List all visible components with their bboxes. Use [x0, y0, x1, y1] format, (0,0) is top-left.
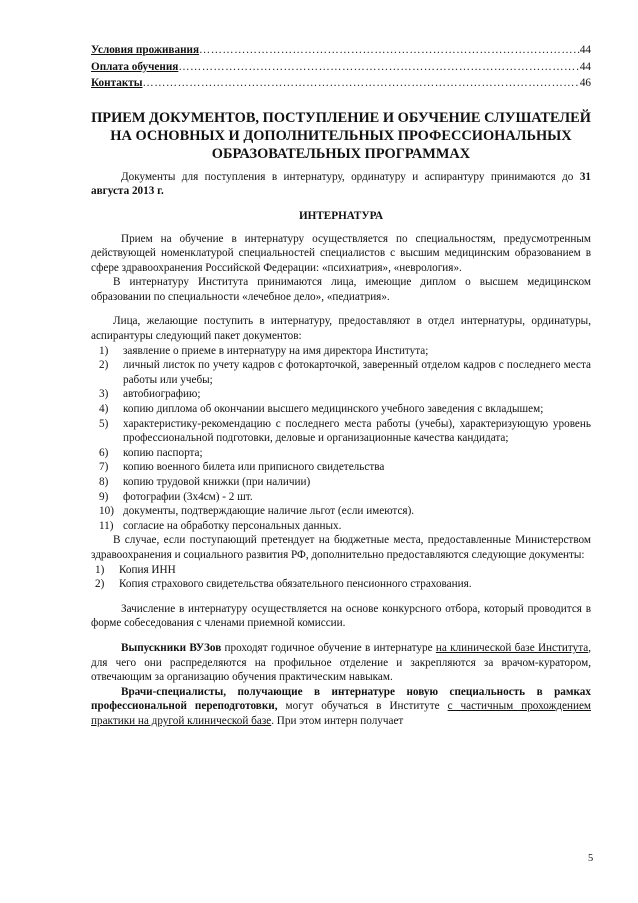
list-item: 2) Копия страхового свидетельства обязательного пенсионного страхования.: [95, 578, 472, 591]
list-item: 10) документы, подтверждающие наличие льгот (если имеются).: [99, 505, 415, 518]
specialists-paragraph: Врачи-специалисты, получающие в интернатуре новую специальность в рамках профессиональной переподготовки, могут обучаться в Институте с частичным прохождением практики на другой клинической базе. При этом интерн получает: [91, 685, 591, 727]
list-item: 6) копию паспорта;: [99, 446, 203, 459]
list-item: 8) копию трудовой книжки (при наличии): [99, 476, 311, 488]
documents-list: [91, 344, 591, 534]
document-page: [91, 43, 591, 729]
deadline-paragraph: [91, 170, 591, 199]
list-item: 7) копию военного билета или приписного свидетельства: [99, 461, 385, 474]
budget-paragraph: В случае, если поступающий претендует на бюджетные места, предоставленные Министерством здравоохранения и социального развития РФ, дополнительно предоставляются следующие документы:: [91, 534, 591, 561]
section-title: ИНТЕРНАТУРА: [298, 209, 384, 222]
table-of-contents: [91, 43, 591, 93]
list-item: 9) фотографии (3х4см) - 2 шт.: [99, 490, 253, 503]
toc-item[interactable]: [91, 76, 591, 93]
list-item: 3) автобиографию;: [99, 388, 201, 401]
list-item: 11) согласие на обработку персональных данных.: [99, 519, 342, 532]
enrollment-paragraph: Зачисление в интернатуру осуществляется на основе конкурсного отбора, который проводится в форме собеседования с членами приемной комиссии.: [91, 602, 591, 630]
eligibility-paragraph: В интернатуру Института принимаются лица, имеющие диплом о высшем медицинском образовании по специальности «лечебное дело», «педиатрия».: [91, 276, 591, 303]
admission-paragraph: Прием на обучение в интернатуру осуществляется по специальностям, предусмотренным действующей номенклатурой специальностей специалистов с высшим медицинским образованием в сфере здравоохранения Российской Федерации: «психиатрия», «неврология».: [91, 232, 591, 274]
toc-page-number: 44: [579, 44, 591, 56]
toc-item[interactable]: [91, 60, 591, 77]
package-intro: Лица, желающие поступить в интернатуру, предоставляют в отдел интернатуры, ординатуры, аспирантуры следующий пакет документов:: [91, 315, 591, 343]
list-item: 2) личный листок по учету кадров с фотокарточкой, заверенный отделом кадров с последнего места работы или учебы;: [99, 359, 591, 386]
extra-documents-list: [91, 563, 591, 592]
graduates-paragraph: Выпускники ВУЗов проходят годичное обучение в интернатуре на клинической базе Института, для чего они распределяются на профильное отделение и закрепляются за врачом-куратором, отвечающим за организацию обучения практическим навыкам.: [91, 641, 591, 684]
list-item: 4) копию диплома об окончании высшего медицинского учебного заведения с вкладышем;: [99, 403, 544, 416]
toc-item-label: Оплата обучения: [91, 60, 179, 73]
toc-item-label: Контакты: [91, 77, 143, 89]
page-heading: ПРИЕМ ДОКУМЕНТОВ, ПОСТУПЛЕНИЕ И ОБУЧЕНИЕ СЛУШАТЕЛЕЙ НА ОСНОВНЫХ И ДОПОЛНИТЕЛЬНЫХ ПРОФЕССИОНАЛЬНЫХ ОБРАЗОВАТЕЛЬНЫХ ПРОГРАММАХ: [91, 109, 591, 163]
toc-leader: [199, 43, 580, 58]
list-item: 1) Копия ИНН: [95, 563, 176, 576]
list-item: 1) заявление о приеме в интернатуру на имя директора Института;: [99, 344, 429, 357]
list-item: 5) характеристику-рекомендацию с последнего места работы (учебы), характеризующую уровень профессиональной подготовки, деловые и организационные качества кандидата;: [99, 417, 591, 445]
deadline-date: 31 августа 2013 г.: [91, 170, 591, 198]
toc-page-number: 44: [579, 60, 591, 73]
page-number: 5: [588, 853, 594, 864]
toc-item[interactable]: [91, 43, 591, 60]
toc-leader: [143, 76, 580, 91]
deadline-text: Документы для поступления в интернатуру, ординатуру и аспирантуру принимаются до: [121, 170, 580, 183]
toc-page-number: 46: [579, 77, 591, 89]
toc-leader: [178, 60, 579, 75]
toc-item-label: Условия проживания: [91, 44, 200, 56]
